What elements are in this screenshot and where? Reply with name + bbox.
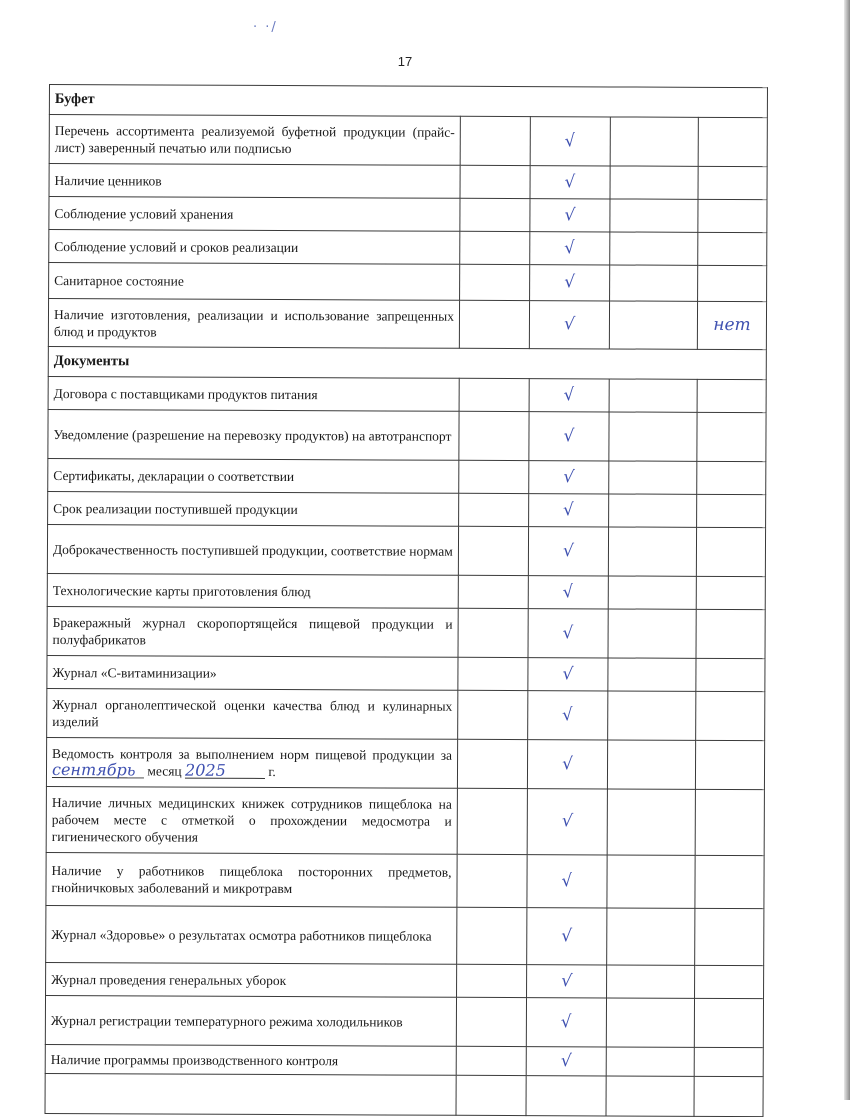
- check-mark-icon: √: [562, 753, 574, 774]
- empty-cell: [695, 740, 764, 789]
- empty-cell: [526, 1076, 606, 1116]
- check-mark-icon: √: [561, 925, 573, 946]
- stray-pen-mark: · ·/: [253, 20, 278, 35]
- row-description: Наличие ценников: [49, 164, 460, 199]
- check-cell: [528, 527, 608, 576]
- empty-cell: [606, 1076, 694, 1116]
- row-description: Журнал регистрации температурного режима холодильников: [45, 995, 456, 1046]
- check-cell: [528, 609, 608, 658]
- empty-cell: [608, 691, 696, 740]
- empty-cell: [459, 378, 529, 411]
- empty-cell: [698, 232, 767, 265]
- row-description: Соблюдение условий и сроков реализации: [49, 230, 460, 265]
- check-cell: [527, 908, 607, 965]
- check-mark-icon: √: [563, 204, 576, 226]
- table-row: [47, 524, 765, 576]
- check-mark-icon: √: [562, 581, 575, 603]
- empty-cell: [456, 1046, 526, 1075]
- row-description: Перечень ассортимента реализуемой буфетной продукции (прайс-лист) заверенный печатью или подписью: [49, 115, 460, 166]
- empty-cell: [460, 116, 530, 165]
- empty-cell: [460, 198, 530, 231]
- check-cell: [529, 412, 609, 461]
- check-cell: [530, 199, 610, 232]
- check-cell: [529, 379, 609, 412]
- check-cell: [526, 1047, 606, 1076]
- check-mark-icon: √: [561, 704, 574, 726]
- empty-cell: [697, 461, 766, 494]
- table-row: [47, 688, 765, 740]
- checklist-table: [45, 84, 769, 1117]
- empty-cell: [458, 657, 528, 690]
- check-cell: [529, 494, 609, 527]
- empty-cell: [45, 1073, 456, 1115]
- empty-cell: [610, 265, 698, 301]
- empty-cell: [458, 608, 528, 657]
- empty-cell: [609, 412, 697, 461]
- row-description: Санитарное состояние: [49, 263, 460, 301]
- check-cell: [530, 117, 610, 166]
- empty-cell: [607, 908, 695, 965]
- table-row: [49, 263, 767, 302]
- row-description: Наличие у работников пищеблока посторонних предметов, гнойничковых заболеваний и микротравм: [46, 852, 457, 907]
- empty-cell: [609, 301, 697, 349]
- table-row: [46, 905, 764, 965]
- empty-cell: [696, 658, 765, 691]
- empty-cell: [457, 964, 527, 997]
- table-row: [45, 995, 763, 1047]
- check-mark-icon: √: [562, 466, 576, 488]
- row-description: Журнал «Здоровье» о результатах осмотра работников пищеблока: [46, 905, 457, 964]
- vedomost-text: Ведомость контроля за выполнением норм пищевой продукции за: [52, 746, 453, 763]
- empty-cell: [696, 527, 765, 576]
- check-mark-icon: √: [563, 313, 576, 335]
- check-mark-icon: √: [563, 237, 576, 259]
- month-label: месяц: [147, 763, 182, 779]
- note-cell: [697, 301, 766, 349]
- handwritten-year: 2025: [185, 763, 265, 779]
- empty-cell: [698, 199, 767, 232]
- empty-cell: [459, 411, 529, 460]
- check-cell: [530, 265, 610, 301]
- check-mark-icon: √: [560, 970, 573, 992]
- empty-cell: [608, 527, 696, 576]
- empty-cell: [698, 265, 767, 301]
- table-row: [45, 1044, 763, 1076]
- empty-cell: [695, 908, 764, 965]
- check-mark-icon: √: [562, 622, 574, 643]
- check-cell: [527, 789, 607, 855]
- check-mark-icon: √: [564, 171, 576, 192]
- section-header-bufet: [49, 85, 767, 118]
- row-description: Технологические карты приготовления блюд: [47, 573, 458, 608]
- section-header-documents: [48, 346, 766, 379]
- empty-cell: [460, 165, 530, 198]
- empty-cell: [697, 494, 766, 527]
- empty-cell: [459, 460, 529, 493]
- row-description: Наличие личных медицинских книжек сотрудников пищеблока на рабочем месте с отметкой о прохождении медосмотра и гигиенического обучения: [46, 786, 457, 854]
- empty-cell: [458, 690, 528, 739]
- empty-cell: [696, 691, 765, 740]
- check-cell: [530, 166, 610, 199]
- empty-cell: [695, 855, 764, 908]
- empty-cell: [456, 1075, 526, 1115]
- table-row: [49, 115, 767, 167]
- check-cell: [530, 232, 610, 265]
- check-cell: [527, 740, 607, 789]
- empty-cell: [606, 998, 694, 1047]
- empty-cell: [696, 609, 765, 658]
- empty-cell: [607, 965, 695, 998]
- empty-cell: [457, 854, 527, 907]
- table-row: [47, 655, 765, 691]
- table-row: [49, 164, 767, 200]
- empty-cell: [610, 117, 698, 166]
- empty-cell: [607, 855, 695, 908]
- empty-cell: [610, 166, 698, 199]
- check-mark-icon: √: [564, 272, 576, 293]
- check-mark-icon: √: [561, 663, 574, 685]
- empty-cell: [694, 1076, 763, 1116]
- table-row: [49, 230, 767, 266]
- row-description: Договора с поставщиками продуктов питания: [48, 376, 459, 411]
- empty-cell: [458, 526, 528, 575]
- table-row: [48, 299, 766, 350]
- check-mark-icon: √: [563, 130, 577, 152]
- empty-cell: [694, 1047, 763, 1076]
- check-cell: [527, 965, 607, 998]
- check-cell: [529, 301, 609, 349]
- empty-cell: [697, 379, 766, 412]
- empty-cell: [695, 789, 764, 855]
- check-mark-icon: √: [562, 540, 575, 561]
- empty-cell: [698, 166, 767, 199]
- empty-cell: [459, 300, 529, 348]
- empty-cell: [609, 461, 697, 494]
- row-description: Наличие программы производственного контроля: [45, 1044, 456, 1075]
- empty-cell: [456, 997, 526, 1046]
- row-description: Наличие изготовления, реализации и использование запрещенных блюд и продуктов: [48, 299, 459, 349]
- check-mark-icon: √: [562, 499, 575, 520]
- empty-cell: [610, 232, 698, 265]
- empty-cell: [607, 740, 695, 789]
- check-mark-icon: √: [561, 810, 574, 832]
- row-description: Журнал «С-витаминизации»: [47, 655, 458, 690]
- empty-cell: [457, 739, 527, 788]
- check-mark-icon: √: [560, 1011, 573, 1032]
- empty-cell: [608, 609, 696, 658]
- check-mark-icon: √: [561, 870, 573, 892]
- row-description: Сертификаты, декларации о соответствии: [48, 458, 459, 493]
- empty-cell: [698, 117, 767, 166]
- table-row: [48, 491, 766, 527]
- handwritten-note: нет: [713, 314, 751, 336]
- empty-cell: [460, 264, 530, 300]
- table-row: [48, 458, 766, 494]
- row-description: Бракеражный журнал скоропортящейся пищевой продукции и полуфабрикатов: [47, 606, 458, 657]
- empty-cell: [606, 1047, 694, 1076]
- check-cell: [528, 658, 608, 691]
- row-description: Журнал проведения генеральных уборок: [46, 962, 457, 997]
- check-cell: [526, 998, 606, 1047]
- row-description: Уведомление (разрешение на перевозку продуктов) на автотранспорт: [48, 409, 459, 460]
- row-description: [46, 737, 457, 788]
- table-row: [46, 852, 764, 908]
- empty-cell: [458, 575, 528, 608]
- empty-cell: [608, 576, 696, 609]
- handwritten-month: сентябрь: [52, 762, 144, 778]
- table-row: [46, 962, 764, 998]
- section-title-bufet: Буфет: [49, 85, 767, 118]
- inspection-checklist: [45, 84, 767, 1117]
- row-description: Соблюдение условий хранения: [49, 197, 460, 232]
- check-mark-icon: √: [560, 1050, 573, 1071]
- empty-cell: [607, 789, 695, 855]
- empty-cell: [696, 576, 765, 609]
- empty-cell: [695, 965, 764, 998]
- empty-cell: [609, 494, 697, 527]
- empty-cell: [460, 231, 530, 264]
- table-row-empty: [45, 1073, 763, 1116]
- empty-cell: [457, 788, 527, 854]
- empty-cell: [694, 998, 763, 1047]
- empty-cell: [697, 412, 766, 461]
- table-row: [48, 409, 766, 461]
- empty-cell: [457, 907, 527, 964]
- row-description: Журнал органолептической оценки качества блюд и кулинарных изделий: [47, 688, 458, 739]
- check-cell: [528, 576, 608, 609]
- empty-cell: [608, 658, 696, 691]
- table-row-vedomost: [46, 737, 764, 789]
- table-row: [47, 573, 765, 609]
- empty-cell: [609, 379, 697, 412]
- check-cell: [529, 461, 609, 494]
- year-suffix: г.: [268, 763, 276, 779]
- row-description: Срок реализации поступившей продукции: [48, 491, 459, 526]
- scan-edge: [844, 0, 850, 1100]
- check-mark-icon: √: [563, 425, 575, 446]
- table-row: [46, 786, 764, 855]
- check-cell: [528, 691, 608, 740]
- section-title-documents: Документы: [48, 346, 766, 379]
- empty-cell: [459, 493, 529, 526]
- row-description: Доброкачественность поступившей продукции, соответствие нормам: [47, 524, 458, 575]
- page-number: 17: [397, 54, 413, 69]
- table-row: [47, 606, 765, 658]
- check-mark-icon: √: [563, 384, 576, 406]
- empty-cell: [610, 199, 698, 232]
- table-row: [49, 197, 767, 233]
- check-cell: [527, 855, 607, 908]
- table-row: [48, 376, 766, 412]
